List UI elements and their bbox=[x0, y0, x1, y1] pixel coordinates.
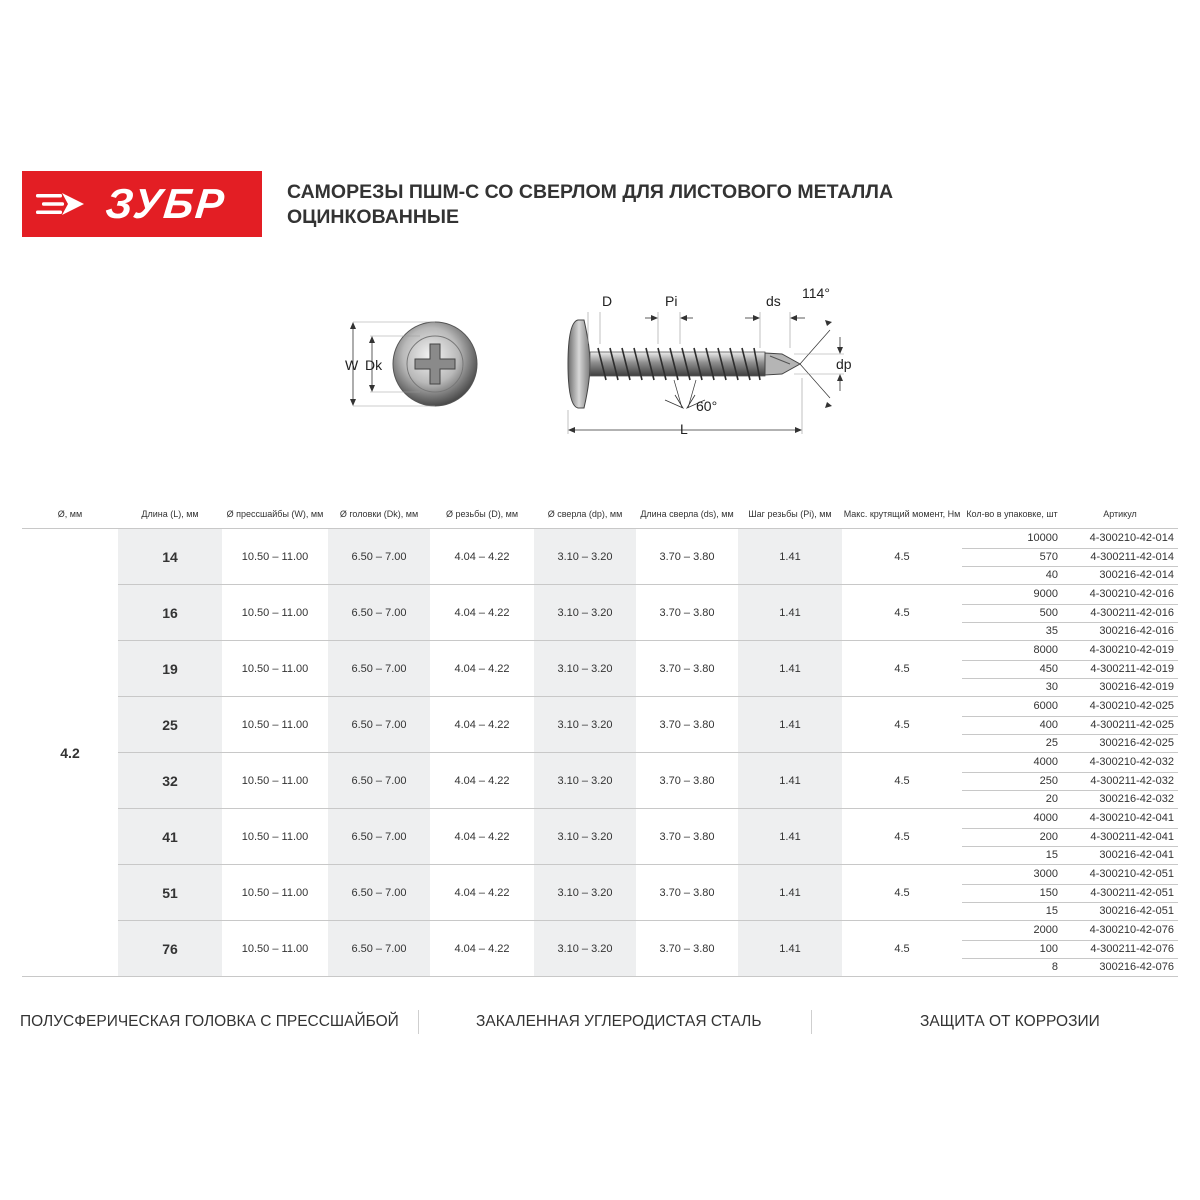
cell-washer: 10.50 – 11.00 bbox=[241, 607, 309, 619]
cell-pack-qty: 100 bbox=[1039, 942, 1058, 955]
col-header-pitch: Шаг резьбы (Pi), мм bbox=[748, 509, 832, 519]
cell-pack-qty: 20 bbox=[1045, 793, 1058, 806]
col-header-qty: Кол-во в упаковке, шт bbox=[966, 509, 1058, 519]
cell-drill-length: 3.70 – 3.80 bbox=[659, 663, 715, 675]
cell-torque: 4.5 bbox=[894, 831, 910, 843]
cell-article: 4-300210-42-025 bbox=[1089, 700, 1174, 712]
cell-drill-length: 3.70 – 3.80 bbox=[659, 943, 715, 955]
cell-article: 4-300211-42-025 bbox=[1090, 718, 1174, 731]
brand-logo bbox=[22, 171, 262, 237]
cell-drill-length: 3.70 – 3.80 bbox=[659, 775, 715, 787]
cell-length: 19 bbox=[118, 641, 222, 697]
dimension-tip-angle bbox=[800, 285, 832, 408]
cell-pitch: 1.41 bbox=[738, 529, 842, 585]
cell-article: 300216-42-025 bbox=[1099, 737, 1174, 750]
cell-article: 300216-42-014 bbox=[1099, 569, 1174, 582]
cell-pack-qty: 6000 bbox=[1033, 700, 1058, 712]
feature-divider-2 bbox=[811, 1010, 812, 1034]
cell-washer: 10.50 – 11.00 bbox=[241, 551, 309, 563]
cell-pitch: 1.41 bbox=[738, 921, 842, 977]
table-body bbox=[0, 529, 1200, 976]
cell-pack-qty: 150 bbox=[1039, 886, 1058, 899]
cell-drill-length: 3.70 – 3.80 bbox=[659, 607, 715, 619]
table-row bbox=[0, 697, 1200, 753]
cell-article: 4-300210-42-014 bbox=[1089, 532, 1174, 544]
col-header-diameter: Ø, мм bbox=[57, 509, 83, 519]
cell-washer: 10.50 – 11.00 bbox=[241, 719, 309, 731]
cell-pack-qty: 9000 bbox=[1033, 588, 1058, 600]
cell-article: 4-300210-42-016 bbox=[1089, 588, 1174, 600]
cell-article: 4-300211-42-041 bbox=[1090, 830, 1174, 843]
cell-pitch: 1.41 bbox=[738, 585, 842, 641]
cell-article: 4-300210-42-041 bbox=[1089, 812, 1174, 824]
col-header-drill: Ø сверла (dp), мм bbox=[547, 509, 623, 519]
page-title bbox=[287, 180, 987, 230]
cell-article: 4-300210-42-051 bbox=[1089, 868, 1174, 880]
label-tip-angle: 114° bbox=[802, 285, 830, 301]
cell-drill: 3.10 – 3.20 bbox=[534, 921, 636, 977]
cell-washer: 10.50 – 11.00 bbox=[241, 775, 309, 787]
cell-pack-qty: 3000 bbox=[1033, 868, 1058, 880]
cell-torque: 4.5 bbox=[894, 663, 910, 675]
cell-pack-qty: 10000 bbox=[1027, 532, 1058, 544]
cell-pitch: 1.41 bbox=[738, 865, 842, 921]
cell-pack-qty: 2000 bbox=[1033, 924, 1058, 936]
cell-article: 4-300211-42-016 bbox=[1090, 606, 1174, 619]
table-row bbox=[0, 809, 1200, 865]
cell-pack-qty: 25 bbox=[1045, 737, 1058, 750]
cell-thread: 4.04 – 4.22 bbox=[454, 831, 510, 843]
cell-torque: 4.5 bbox=[894, 607, 910, 619]
cell-length: 51 bbox=[118, 865, 222, 921]
cell-drill: 3.10 – 3.20 bbox=[534, 585, 636, 641]
cell-article: 4-300211-42-014 bbox=[1090, 550, 1174, 563]
cell-pack-qty: 200 bbox=[1039, 830, 1058, 843]
cell-article: 300216-42-019 bbox=[1099, 681, 1174, 694]
cell-article: 4-300211-42-051 bbox=[1090, 886, 1174, 899]
cell-pack-qty: 570 bbox=[1039, 550, 1058, 563]
label-dk: Dk bbox=[365, 357, 383, 373]
screw-head-top-view bbox=[393, 322, 477, 406]
cell-torque: 4.5 bbox=[894, 775, 910, 787]
cell-pack-qty: 30 bbox=[1045, 681, 1058, 694]
table-row bbox=[0, 865, 1200, 921]
cell-torque: 4.5 bbox=[894, 943, 910, 955]
cell-pitch: 1.41 bbox=[738, 753, 842, 809]
cell-drill: 3.10 – 3.20 bbox=[534, 641, 636, 697]
cell-pack-qty: 4000 bbox=[1033, 812, 1058, 824]
cell-pack-qty: 40 bbox=[1045, 569, 1058, 582]
cell-drill: 3.10 – 3.20 bbox=[534, 753, 636, 809]
cell-drill: 3.10 – 3.20 bbox=[534, 865, 636, 921]
cell-article: 4-300211-42-019 bbox=[1090, 662, 1174, 675]
col-header-torque: Макс. крутящий момент, Нм bbox=[843, 509, 961, 519]
cell-head: 6.50 – 7.00 bbox=[328, 809, 430, 865]
cell-pack-qty: 250 bbox=[1039, 774, 1058, 787]
label-w: W bbox=[345, 357, 359, 373]
dimension-d bbox=[588, 293, 612, 344]
col-header-washer: Ø прессшайбы (W), мм bbox=[226, 509, 324, 519]
cell-pack-qty: 500 bbox=[1039, 606, 1058, 619]
title-line-2: ОЦИНКОВАННЫЕ bbox=[287, 206, 460, 228]
row-divider bbox=[22, 976, 1178, 977]
cell-pack-qty: 15 bbox=[1045, 905, 1058, 918]
cell-drill-length: 3.70 – 3.80 bbox=[659, 887, 715, 899]
cell-pitch: 1.41 bbox=[738, 641, 842, 697]
cell-diameter: 4.2 bbox=[60, 744, 80, 761]
cell-length: 25 bbox=[118, 697, 222, 753]
cell-head: 6.50 – 7.00 bbox=[328, 585, 430, 641]
cell-washer: 10.50 – 11.00 bbox=[241, 663, 309, 675]
feature-divider-1 bbox=[418, 1010, 419, 1034]
dimension-ds bbox=[745, 293, 805, 348]
cell-length: 76 bbox=[118, 921, 222, 977]
cell-thread: 4.04 – 4.22 bbox=[454, 663, 510, 675]
cell-head: 6.50 – 7.00 bbox=[328, 697, 430, 753]
cell-article: 4-300210-42-076 bbox=[1089, 924, 1174, 936]
cell-pack-qty: 15 bbox=[1045, 849, 1058, 862]
cell-article: 300216-42-016 bbox=[1099, 625, 1174, 638]
cell-article: 300216-42-041 bbox=[1099, 849, 1174, 862]
cell-torque: 4.5 bbox=[894, 719, 910, 731]
cell-length: 41 bbox=[118, 809, 222, 865]
screw-technical-drawing bbox=[320, 282, 880, 442]
dimension-thread-angle bbox=[665, 380, 717, 414]
dimension-dp bbox=[794, 337, 852, 391]
cell-thread: 4.04 – 4.22 bbox=[454, 719, 510, 731]
col-header-length: Длина (L), мм bbox=[141, 509, 199, 519]
cell-drill: 3.10 – 3.20 bbox=[534, 809, 636, 865]
table-row bbox=[0, 921, 1200, 977]
cell-pack-qty: 8000 bbox=[1033, 644, 1058, 656]
cell-thread: 4.04 – 4.22 bbox=[454, 887, 510, 899]
cell-drill-length: 3.70 – 3.80 bbox=[659, 551, 715, 563]
col-header-drill-length: Длина сверла (ds), мм bbox=[640, 509, 734, 519]
col-header-head: Ø головки (Dk), мм bbox=[339, 509, 419, 519]
cell-thread: 4.04 – 4.22 bbox=[454, 943, 510, 955]
cell-article: 4-300211-42-076 bbox=[1090, 942, 1174, 955]
cell-article: 4-300210-42-019 bbox=[1089, 644, 1174, 656]
brand-name: ЗУБР bbox=[103, 180, 229, 227]
cell-thread: 4.04 – 4.22 bbox=[454, 607, 510, 619]
cell-pitch: 1.41 bbox=[738, 697, 842, 753]
cell-pack-qty: 450 bbox=[1039, 662, 1058, 675]
cell-pack-qty: 400 bbox=[1039, 718, 1058, 731]
table-row bbox=[0, 753, 1200, 809]
cell-washer: 10.50 – 11.00 bbox=[241, 887, 309, 899]
cell-article: 300216-42-051 bbox=[1099, 905, 1174, 918]
cell-washer: 10.50 – 11.00 bbox=[241, 943, 309, 955]
cell-length: 16 bbox=[118, 585, 222, 641]
cell-head: 6.50 – 7.00 bbox=[328, 921, 430, 977]
cell-length: 32 bbox=[118, 753, 222, 809]
cell-article: 300216-42-076 bbox=[1099, 961, 1174, 974]
label-pi: Pi bbox=[665, 293, 678, 309]
cell-article: 4-300211-42-032 bbox=[1090, 774, 1174, 787]
feature-corrosion: ЗАЩИТА ОТ КОРРОЗИИ bbox=[920, 1013, 1100, 1030]
cell-pack-qty: 35 bbox=[1045, 625, 1058, 638]
feature-head: ПОЛУСФЕРИЧЕСКАЯ ГОЛОВКА С ПРЕССШАЙБОЙ bbox=[20, 1013, 399, 1030]
table-row bbox=[0, 641, 1200, 697]
label-thread-angle: 60° bbox=[696, 398, 718, 414]
table-row bbox=[0, 529, 1200, 585]
cell-torque: 4.5 bbox=[894, 887, 910, 899]
cell-drill-length: 3.70 – 3.80 bbox=[659, 719, 715, 731]
feature-steel: ЗАКАЛЕННАЯ УГЛЕРОДИСТАЯ СТАЛЬ bbox=[476, 1013, 762, 1030]
cell-drill: 3.10 – 3.20 bbox=[534, 529, 636, 585]
dimension-pi bbox=[645, 293, 693, 344]
col-header-article: Артикул bbox=[1103, 509, 1137, 519]
label-dp: dp bbox=[836, 356, 852, 372]
table-header bbox=[0, 509, 1200, 529]
cell-washer: 10.50 – 11.00 bbox=[241, 831, 309, 843]
cell-head: 6.50 – 7.00 bbox=[328, 753, 430, 809]
cell-pitch: 1.41 bbox=[738, 809, 842, 865]
cell-drill: 3.10 – 3.20 bbox=[534, 697, 636, 753]
dimension-l bbox=[568, 378, 802, 437]
label-d: D bbox=[602, 293, 613, 309]
screw-side-view bbox=[568, 320, 800, 408]
cell-article: 300216-42-032 bbox=[1099, 793, 1174, 806]
cell-drill-length: 3.70 – 3.80 bbox=[659, 831, 715, 843]
cell-head: 6.50 – 7.00 bbox=[328, 641, 430, 697]
label-l: L bbox=[680, 421, 688, 437]
cell-article: 4-300210-42-032 bbox=[1089, 756, 1174, 768]
cell-torque: 4.5 bbox=[894, 551, 910, 563]
cell-pack-qty: 8 bbox=[1051, 961, 1058, 974]
col-header-thread: Ø резьбы (D), мм bbox=[445, 509, 519, 519]
title-line-1: САМОРЕЗЫ ПШМ-С СО СВЕРЛОМ ДЛЯ ЛИСТОВОГО МЕТАЛЛА bbox=[287, 181, 894, 203]
cell-head: 6.50 – 7.00 bbox=[328, 865, 430, 921]
cell-thread: 4.04 – 4.22 bbox=[454, 775, 510, 787]
cell-thread: 4.04 – 4.22 bbox=[454, 551, 510, 563]
cell-pack-qty: 4000 bbox=[1033, 756, 1058, 768]
table-row bbox=[0, 585, 1200, 641]
cell-length: 14 bbox=[118, 529, 222, 585]
label-ds: ds bbox=[766, 293, 781, 309]
cell-head: 6.50 – 7.00 bbox=[328, 529, 430, 585]
